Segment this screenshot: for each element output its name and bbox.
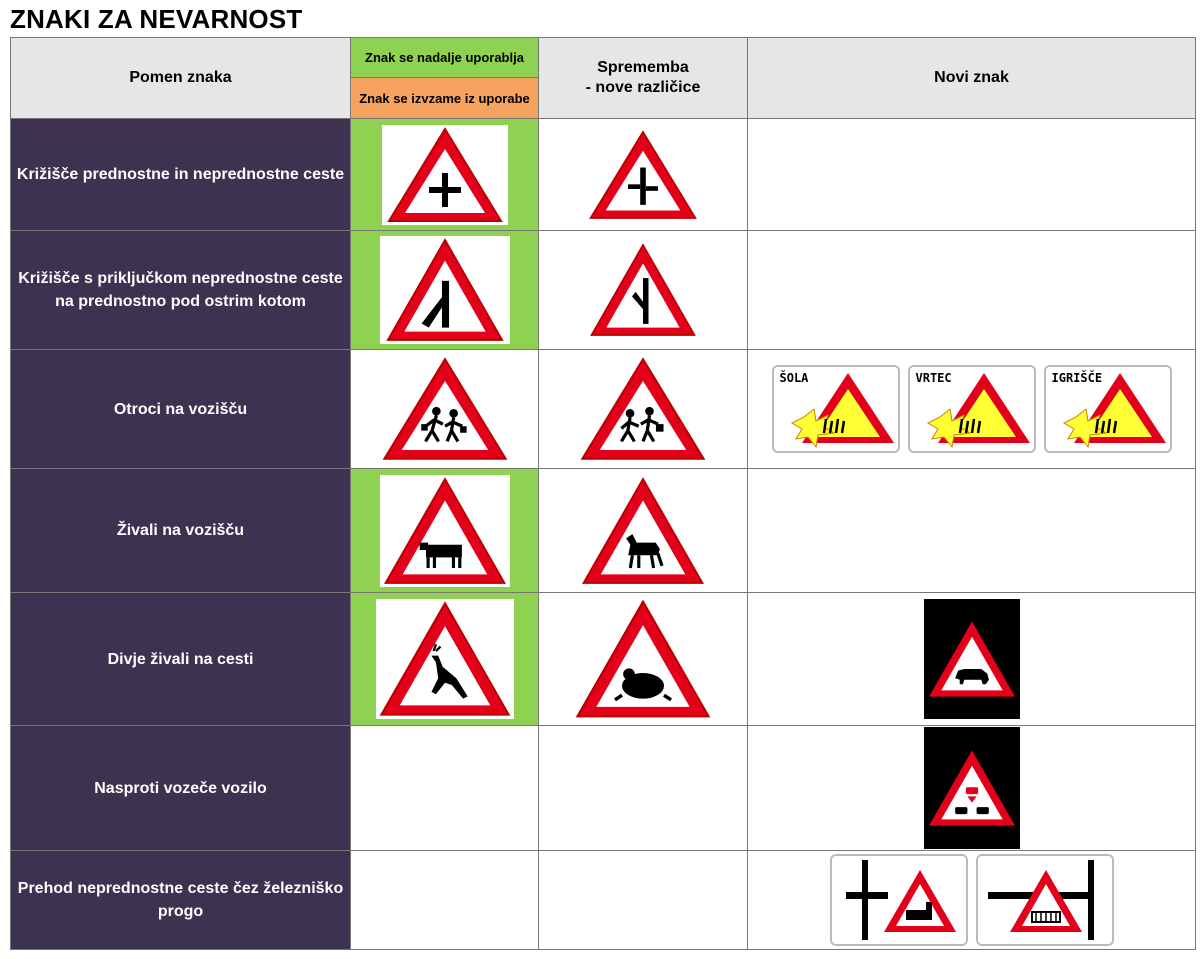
current-sign xyxy=(376,599,514,719)
header-change xyxy=(539,38,748,119)
bear-sign xyxy=(924,599,1020,719)
railway-crossing-icon xyxy=(978,856,1112,944)
header-new: Novi znak xyxy=(748,38,1196,119)
header-meaning: Pomen znaka xyxy=(11,38,351,119)
railway-crossing-sign-barrier xyxy=(976,854,1114,946)
school-sign xyxy=(772,365,900,453)
row-label: Živali na vozišču xyxy=(11,469,351,593)
deer-icon xyxy=(377,599,513,719)
new-sign-cell xyxy=(748,593,1196,726)
current-sign-cell xyxy=(351,726,539,851)
row-label: Otroci na vozišču xyxy=(11,350,351,469)
acute-junction-icon xyxy=(588,240,698,340)
row-label: Križišče prednostne in neprednostne ceste xyxy=(11,119,351,231)
changed-sign-cell xyxy=(539,469,748,593)
table-row xyxy=(11,231,1196,350)
playground-sign xyxy=(1044,365,1172,453)
header-change-line2: - nove različice xyxy=(585,79,701,96)
cow-icon xyxy=(381,475,509,587)
table-row xyxy=(11,593,1196,726)
changed-sign-cell xyxy=(539,593,748,726)
header-row xyxy=(11,38,1196,119)
crossroad-icon xyxy=(384,125,506,225)
table-row xyxy=(11,350,1196,469)
table-row xyxy=(11,469,1196,593)
table-row xyxy=(11,726,1196,851)
current-sign xyxy=(380,475,510,587)
table-row xyxy=(11,119,1196,231)
children-icon xyxy=(380,355,510,463)
railway-signs-group xyxy=(748,854,1195,946)
table-row xyxy=(11,851,1196,950)
header-status xyxy=(351,38,539,119)
current-sign xyxy=(382,125,508,225)
changed-sign-cell xyxy=(539,726,748,851)
acute-junction-icon xyxy=(384,236,506,344)
row-label: Križišče s priključkom neprednostne ceste na prednostno pod ostrim kotom xyxy=(11,231,351,350)
current-sign-cell xyxy=(351,119,539,231)
railway-crossing-icon xyxy=(832,856,966,944)
school-sign-label: ŠOLA xyxy=(779,371,809,385)
header-remove: Znak se izvzame iz uporabe xyxy=(351,78,538,118)
new-sign-cell xyxy=(748,469,1196,593)
header-change-line1: Sprememba xyxy=(597,59,689,76)
current-sign xyxy=(380,236,510,344)
toad-icon xyxy=(573,597,713,721)
row-label: Divje živali na cesti xyxy=(11,593,351,726)
current-sign-cell xyxy=(351,350,539,469)
new-signs-group xyxy=(748,365,1195,453)
signs-table xyxy=(10,37,1196,950)
row-label: Nasproti vozeče vozilo xyxy=(11,726,351,851)
new-sign-cell xyxy=(748,851,1196,950)
oncoming-traffic-icon xyxy=(926,746,1018,830)
new-sign-cell xyxy=(748,119,1196,231)
changed-sign-cell xyxy=(539,231,748,350)
current-sign-cell xyxy=(351,231,539,350)
railway-crossing-sign-steam xyxy=(830,854,968,946)
kindergarten-sign xyxy=(908,365,1036,453)
current-sign-cell xyxy=(351,469,539,593)
oncoming-traffic-sign xyxy=(924,727,1020,849)
new-sign-cell xyxy=(748,231,1196,350)
children-icon xyxy=(578,355,708,463)
crossroad-icon xyxy=(587,127,699,223)
changed-sign-cell xyxy=(539,350,748,469)
playground-sign-label: IGRIŠČE xyxy=(1051,371,1103,385)
current-sign-cell xyxy=(351,593,539,726)
row-label: Prehod neprednostne ceste čez železniško progo xyxy=(11,851,351,950)
changed-sign-cell xyxy=(539,851,748,950)
page-title: ZNAKI ZA NEVARNOST xyxy=(10,4,303,34)
changed-sign-cell xyxy=(539,119,748,231)
kindergarten-sign-label: VRTEC xyxy=(915,371,952,385)
new-sign-cell xyxy=(748,726,1196,851)
current-sign-cell xyxy=(351,851,539,950)
horse-icon xyxy=(579,475,707,587)
new-sign-cell xyxy=(748,350,1196,469)
header-keep: Znak se nadalje uporablja xyxy=(351,38,538,78)
bear-icon xyxy=(926,617,1018,701)
